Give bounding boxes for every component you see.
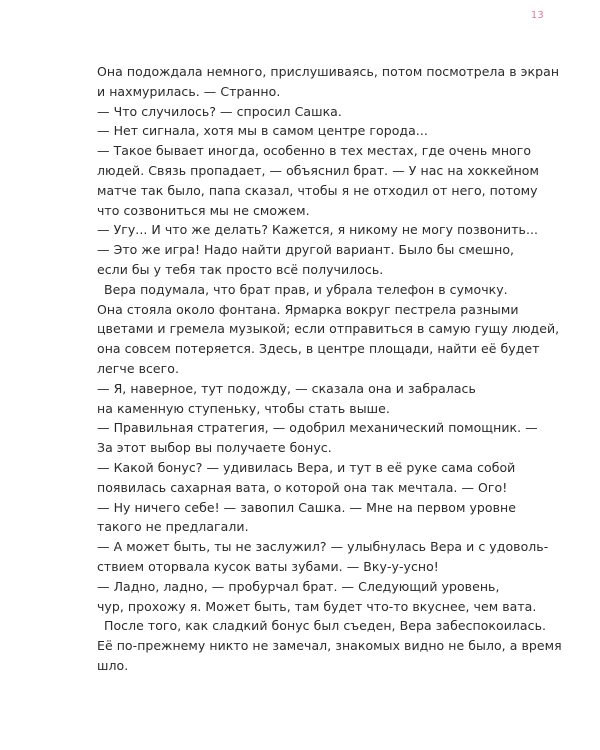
- text-line: — Какой бонус? — удивилась Вера, и тут в её руке сама собой: [97, 459, 516, 475]
- text-line: и нахмурилась. — Странно.: [97, 83, 281, 99]
- text-line: За этот выбор вы получаете бонус.: [97, 440, 332, 456]
- text-line: если бы у тебя так просто всё получилось.: [97, 261, 384, 277]
- text-line: — Нет сигнала, хотя мы в самом центре города...: [97, 123, 428, 139]
- text-line: матче так было, папа сказал, чтобы я не отходил от него, потому: [97, 182, 538, 198]
- text-line: — Это же игра! Надо найти другой вариант. Было бы смешно,: [97, 242, 515, 258]
- text-line: на каменную ступеньку, чтобы стать выше.: [97, 400, 390, 416]
- story-text: [97, 62, 562, 676]
- text-line: Её по-прежнему никто не замечал, знакомых видно не было, а время: [97, 638, 562, 654]
- text-line: шло.: [97, 657, 129, 673]
- text-line: что созвониться мы не сможем.: [97, 202, 310, 218]
- text-line: — Такое бывает иногда, особенно в тех местах, где очень много: [97, 143, 532, 159]
- text-line: — Я, наверное, тут подожду, — сказала она и забралась: [97, 380, 476, 396]
- text-line: — Правильная стратегия, — одобрил механический помощник. —: [97, 420, 538, 436]
- text-line: цветами и гремела музыкой; если отправиться в самую гущу людей,: [97, 321, 560, 337]
- text-line: — А может быть, ты не заслужил? — улыбнулась Вера и с удоволь-: [97, 539, 549, 555]
- text-line: людей. Связь пропадает, — объяснил брат. — У нас на хоккейном: [97, 162, 539, 178]
- text-line: чур, прохожу я. Может быть, там будет что-то вкуснее, чем вата.: [97, 598, 537, 614]
- text-line: После того, как сладкий бонус был съеден, Вера забеспокоилась.: [104, 618, 547, 634]
- text-line: — Ну ничего себе! — завопил Сашка. — Мне на первом уровне: [97, 499, 516, 515]
- text-line: — Что случилось? — спросил Сашка.: [97, 103, 342, 119]
- text-line: Она подождала немного, прислушиваясь, потом посмотрела в экран: [97, 64, 560, 79]
- text-line: — Угу... И что же делать? Кажется, я никому не могу позвонить...: [97, 222, 539, 238]
- text-line: такого не предлагали.: [97, 519, 249, 535]
- text-line: ствием оторвала кусок ваты зубами. — Вку-у-усно!: [97, 558, 439, 574]
- text-line: — Ладно, ладно, — пробурчал брат. — Следующий уровень,: [97, 578, 500, 594]
- page-number: 13: [530, 10, 544, 21]
- text-line: легче всего.: [97, 360, 180, 376]
- text-line: она совсем потеряется. Здесь, в центре площади, найти её будет: [97, 341, 540, 357]
- text-line: Вера подумала, что брат прав, и убрала телефон в сумочку.: [104, 281, 508, 297]
- text-line: Она стояла около фонтана. Ярмарка вокруг пестрела разными: [97, 301, 519, 317]
- text-line: появилась сахарная вата, о которой она так мечтала. — Ого!: [97, 479, 508, 495]
